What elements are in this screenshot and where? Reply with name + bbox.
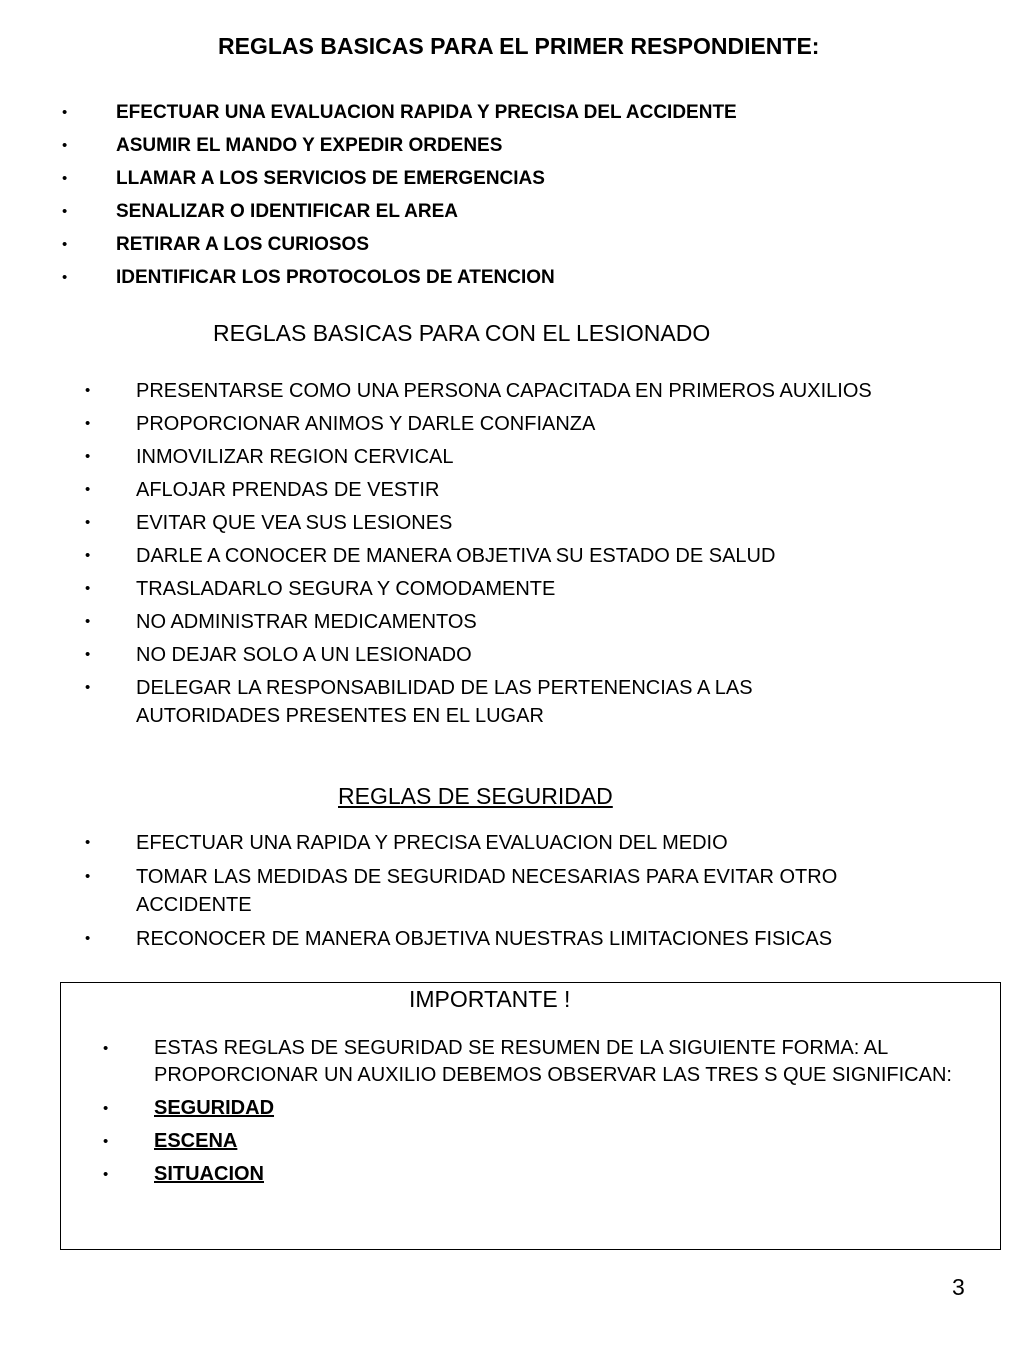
list-item [85,863,866,919]
bullet-icon: • [85,547,91,564]
list-item [85,608,985,636]
bullet-icon: • [85,580,91,597]
important-box [60,982,1001,1250]
list-item [85,641,985,669]
bullet-icon: • [103,1133,109,1150]
list-item-text: NO DEJAR SOLO A UN LESIONADO [136,644,472,666]
page-number: 3 [952,1274,965,1300]
list-item-text: TRASLADARLO SEGURA Y COMODAMENTE [136,578,556,600]
list-item-text: SENALIZAR O IDENTIFICAR EL AREA [116,201,459,222]
keyword-escena: ESCENA [154,1130,238,1152]
list-item [85,509,985,537]
list-item-text: PROPORCIONAR ANIMOS Y DARLE CONFIANZA [136,413,596,435]
bullet-icon: • [62,170,68,187]
list-item-text: DARLE A CONOCER DE MANERA OBJETIVA SU ESTADO DE SALUD [136,545,776,567]
list-item [85,542,985,570]
list-item [62,162,962,195]
list-item-text: INMOVILIZAR REGION CERVICAL [136,446,454,468]
bullet-icon: • [62,269,68,286]
bullet-icon: • [85,930,91,947]
list-item [85,925,866,953]
important-box-title: IMPORTANTE ! [409,986,571,1012]
bullet-icon: • [62,137,68,154]
list-item [85,674,836,730]
list-item-text: EFECTUAR UNA EVALUACION RAPIDA Y PRECISA DEL ACCIDENTE [116,102,737,123]
list-item-text: PRESENTARSE COMO UNA PERSONA CAPACITADA EN PRIMEROS AUXILIOS [136,380,872,402]
list-item-text: DELEGAR LA RESPONSABILIDAD DE LAS PERTENENCIAS A LAS AUTORIDADES PRESENTES EN EL LUGAR [136,677,753,727]
bullet-icon: • [85,834,91,851]
list-item-text: ASUMIR EL MANDO Y EXPEDIR ORDENES [116,135,503,156]
safety-rules-list [85,829,905,959]
list-item [103,1128,993,1155]
bullet-icon: • [85,646,91,663]
keyword-situacion: SITUACION [154,1163,264,1185]
bullet-icon: • [103,1166,109,1183]
page-title: REGLAS BASICAS PARA EL PRIMER RESPONDIENTE: [218,33,820,59]
responder-rules-list [62,96,962,294]
list-item-text: EVITAR QUE VEA SUS LESIONES [136,512,453,534]
list-item-text: LLAMAR A LOS SERVICIOS DE EMERGENCIAS [116,168,545,189]
safety-section-title: REGLAS DE SEGURIDAD [338,783,613,809]
list-item-text: TOMAR LAS MEDIDAS DE SEGURIDAD NECESARIAS PARA EVITAR OTRO ACCIDENTE [136,866,838,916]
list-item [62,129,962,162]
bullet-icon: • [85,514,91,531]
list-item [85,575,985,603]
bullet-icon: • [85,448,91,465]
bullet-icon: • [85,868,91,885]
bullet-icon: • [62,236,68,253]
list-item-text: NO ADMINISTRAR MEDICAMENTOS [136,611,477,633]
bullet-icon: • [85,613,91,630]
list-item [85,829,905,857]
list-item [103,1095,993,1122]
list-item [62,195,962,228]
list-item [85,377,985,405]
list-item [62,228,962,261]
bullet-icon: • [62,203,68,220]
bullet-icon: • [103,1100,109,1117]
list-item [85,443,985,471]
list-item-text: ESTAS REGLAS DE SEGURIDAD SE RESUMEN DE LA SIGUIENTE FORMA: AL PROPORCIONAR UN AUXILIO DEBEMOS OBSERVAR LAS TRES S QUE SIGNIFICAN: [154,1037,952,1086]
bullet-icon: • [103,1040,109,1057]
list-item [85,476,985,504]
list-item [62,96,962,129]
bullet-icon: • [85,481,91,498]
bullet-icon: • [85,382,91,399]
list-item-text: RETIRAR A LOS CURIOSOS [116,234,369,255]
list-item-text: RECONOCER DE MANERA OBJETIVA NUESTRAS LIMITACIONES FISICAS [136,928,833,950]
list-item [103,1161,993,1188]
injured-rules-list [85,377,985,735]
bullet-icon: • [85,415,91,432]
list-item-text: EFECTUAR UNA RAPIDA Y PRECISA EVALUACION DEL MEDIO [136,832,728,854]
list-item [85,410,985,438]
bullet-icon: • [62,104,68,121]
injured-section-title: REGLAS BASICAS PARA CON EL LESIONADO [213,320,711,346]
important-box-list [103,1035,993,1194]
list-item-text: AFLOJAR PRENDAS DE VESTIR [136,479,440,501]
keyword-seguridad: SEGURIDAD [154,1097,275,1119]
list-item-text: IDENTIFICAR LOS PROTOCOLOS DE ATENCION [116,267,555,288]
list-item [62,261,962,294]
bullet-icon: • [85,679,91,696]
list-item [103,1035,993,1089]
